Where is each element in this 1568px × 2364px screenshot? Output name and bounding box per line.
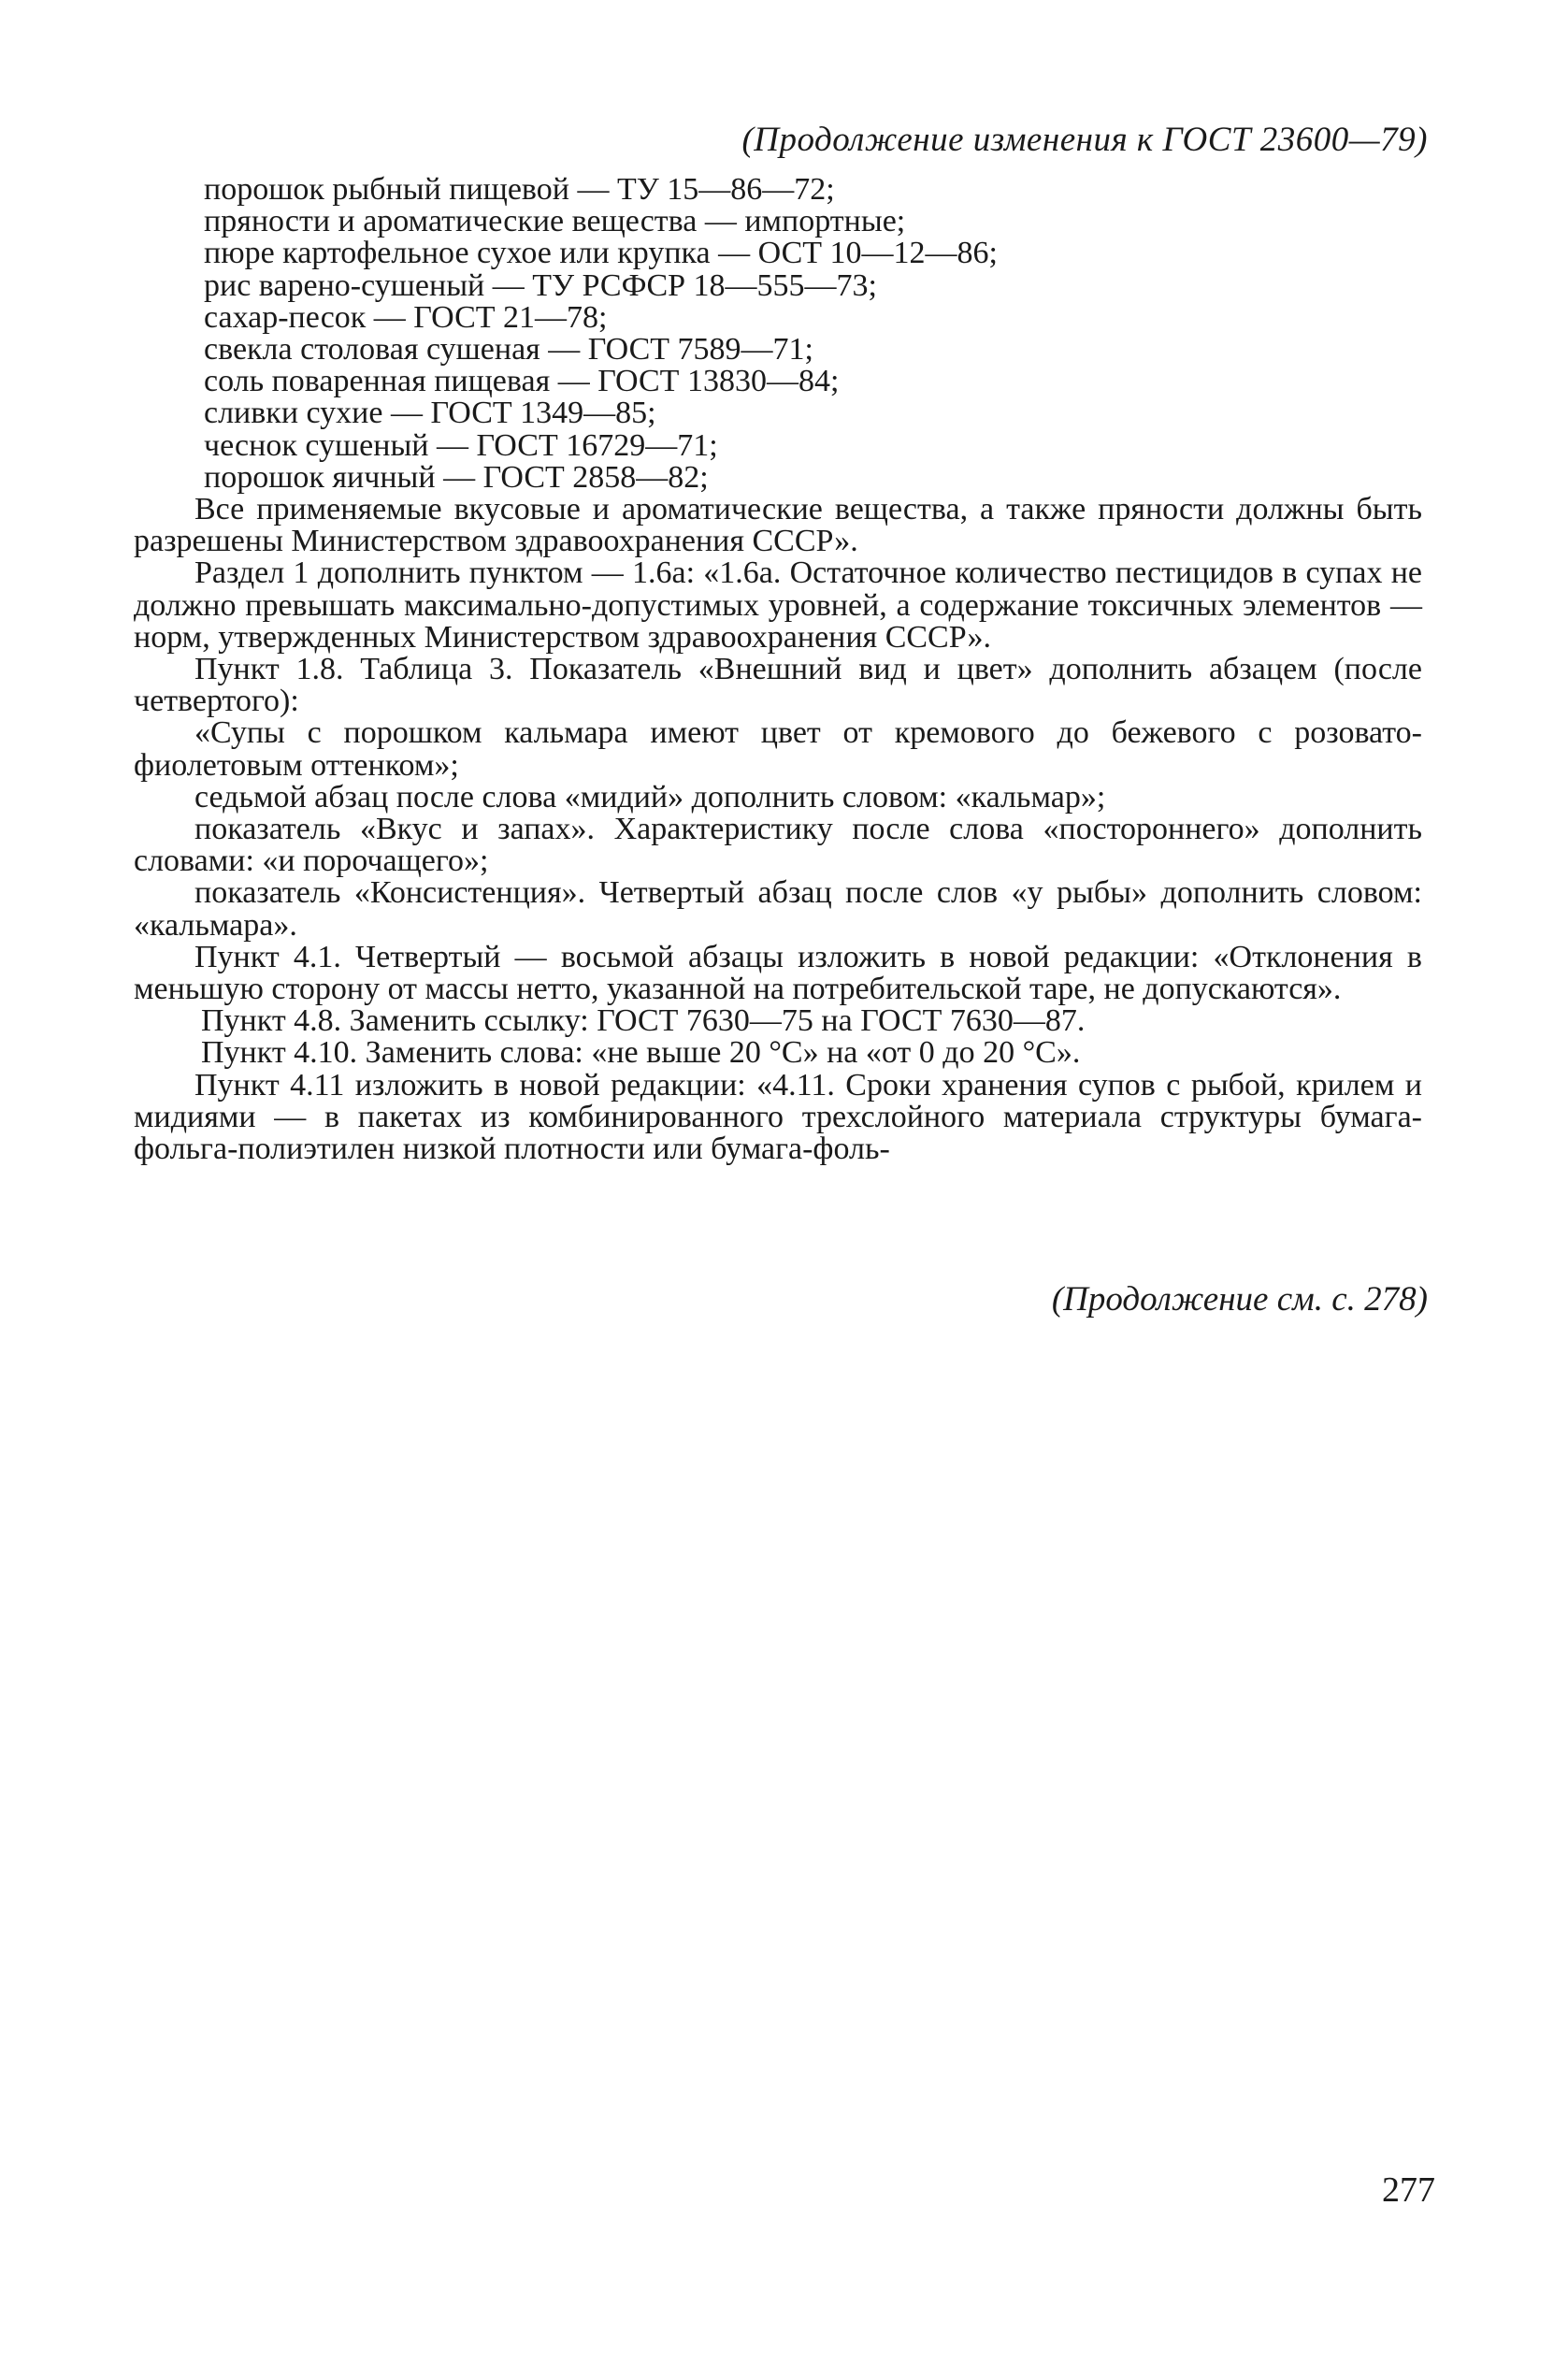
list-item: сахар-песок — ГОСТ 21—78; bbox=[204, 299, 608, 335]
ingredient-list bbox=[134, 174, 1422, 494]
paragraph: Пункт 1.8. Таблица 3. Показатель «Внешний вид и цвет» дополнить абзацем (после четвертого): bbox=[134, 652, 1422, 719]
paragraph: Пункт 4.10. Заменить слова: «не выше 20 °С» на «от 0 до 20 °С». bbox=[201, 1035, 1081, 1071]
paragraph: Пункт 4.8. Заменить ссылку: ГОСТ 7630—75 на ГОСТ 7630—87. bbox=[201, 1003, 1086, 1039]
paragraph: Все применяемые вкусовые и ароматические вещества, а также пряности должны быть разрешены Министерством здравоохранения СССР». bbox=[134, 492, 1422, 559]
paragraph: Пункт 4.1. Четвертый — восьмой абзацы изложить в новой редакции: «Отклонения в меньшую сторону от массы нетто, указанной на потребительской таре, не допускаются». bbox=[134, 939, 1422, 1007]
paragraph: показатель «Вкус и запах». Характеристику после слова «постороннего» дополнить словами: «и порочащего»; bbox=[134, 812, 1422, 879]
list-item: пряности и ароматические вещества — импортные; bbox=[204, 204, 906, 239]
document-body bbox=[134, 174, 1422, 1165]
list-item: сливки сухие — ГОСТ 1349—85; bbox=[204, 396, 656, 431]
continuation-header: (Продолжение изменения к ГОСТ 23600—79) bbox=[741, 121, 1428, 159]
paragraph: Раздел 1 дополнить пунктом — 1.6а: «1.6а. Остаточное количество пестицидов в супах не должно превышать максимально-допустимых уровней, а содержание токсичных элементов — норм, утвержденных Министерством здравоохранения СССР». bbox=[134, 555, 1422, 655]
continuation-footer: (Продолжение см. с. 278) bbox=[1051, 1280, 1428, 1319]
list-item: пюре картофельное сухое или крупка — ОСТ 10—12—86; bbox=[204, 236, 998, 271]
list-item: соль поваренная пищевая — ГОСТ 13830—84; bbox=[204, 364, 840, 399]
paragraph: Пункт 4.11 изложить в новой редакции: «4.11. Сроки хранения супов с рыбой, крилем и мидиями — в пакетах из комбинированного трехслойного материала структуры бумага-фольга-полиэтилен низкой плотности или бумага-фоль- bbox=[134, 1067, 1422, 1167]
list-item: свекла столовая сушеная — ГОСТ 7589—71; bbox=[204, 332, 813, 368]
list-item: чеснок сушеный — ГОСТ 16729—71; bbox=[204, 427, 718, 463]
paragraph: «Супы с порошком кальмара имеют цвет от кремового до бежевого с розовато-фиолетовым оттенком»; bbox=[134, 715, 1422, 783]
list-item: порошок яичный — ГОСТ 2858—82; bbox=[204, 459, 709, 495]
page-number: 277 bbox=[1382, 2170, 1435, 2210]
list-item: порошок рыбный пищевой — ТУ 15—86—72; bbox=[204, 172, 835, 207]
paragraph: седьмой абзац после слова «мидий» дополнить словом: «кальмар»; bbox=[194, 779, 1106, 814]
list-item: рис варено-сушеный — ТУ РСФСР 18—555—73; bbox=[204, 267, 877, 303]
paragraph: показатель «Консистенция». Четвертый абзац после слов «у рыбы» дополнить словом: «кальмара». bbox=[134, 875, 1422, 943]
